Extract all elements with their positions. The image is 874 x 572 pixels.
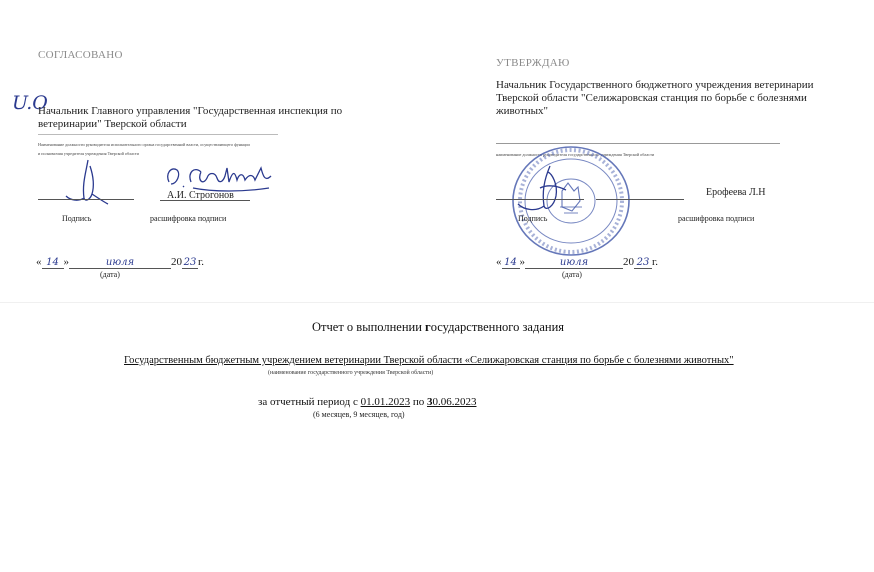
period-mid: по bbox=[410, 396, 427, 408]
left-date-year-suffix: 23 bbox=[183, 257, 197, 268]
left-position-title: Начальник Главного управления "Государственная инспекция по ветеринарии" Тверской области bbox=[38, 105, 343, 130]
report-title-post: осударственного задания bbox=[430, 320, 565, 334]
left-title-underline bbox=[38, 134, 278, 135]
right-decode-label: расшифровка подписи bbox=[678, 214, 755, 223]
left-date-label: (дата) bbox=[100, 270, 120, 279]
right-date-label: (дата) bbox=[562, 270, 582, 279]
left-heading: СОГЛАСОВАНО bbox=[38, 49, 123, 61]
left-date-month: июля bbox=[69, 257, 171, 269]
page-divider bbox=[0, 302, 874, 303]
report-title bbox=[312, 320, 564, 335]
left-signer-name: А.И. Строгонов bbox=[167, 190, 234, 201]
right-sign-label: Подпись bbox=[518, 214, 548, 223]
organization-name: Государственным бюджетным учреждением ветеринарии Тверской области «Селижаровская станция по борьбе с болезнями животных" bbox=[124, 355, 734, 366]
left-sign-line bbox=[38, 199, 134, 200]
left-small-caption-1: Наименование должности руководителя исполнительного органа государственной власти, осуществляющего функции bbox=[38, 142, 250, 147]
right-sign-line bbox=[496, 199, 584, 200]
period-to-bold: 3 bbox=[426, 396, 433, 408]
right-signature bbox=[514, 162, 574, 216]
period-from: 01.01.2023 bbox=[360, 396, 411, 408]
right-small-caption: наименование должности руководителя государственного учреждения Тверской области bbox=[496, 152, 655, 157]
right-date-year-end: г. bbox=[652, 256, 659, 268]
left-date-year-end: г. bbox=[198, 256, 205, 268]
report-title-pre: Отчет о выполнении bbox=[312, 320, 426, 334]
right-date-mid: » bbox=[519, 256, 525, 268]
period-caption: (6 месяцев, 9 месяцев, год) bbox=[313, 410, 405, 419]
right-position-title: Начальник Государственного бюджетного учреждения ветеринарии Тверской области "Селижаровская станция по борьбе с болезнями животных" bbox=[496, 79, 814, 117]
reporting-period bbox=[258, 396, 476, 408]
period-prefix: за отчетный период с bbox=[258, 396, 361, 408]
right-signer-name: Ерофеева Л.Н bbox=[706, 187, 766, 198]
right-date-open: « bbox=[496, 256, 502, 268]
period-to-rest: 0.06.2023 bbox=[432, 396, 477, 408]
right-date-year-suffix: 23 bbox=[634, 257, 652, 269]
left-small-caption-2: и полномочия учредителя учреждения Тверской области bbox=[38, 151, 139, 156]
right-heading: УТВЕРЖДАЮ bbox=[496, 57, 570, 69]
right-date bbox=[496, 256, 658, 269]
right-date-year-prefix: 20 bbox=[623, 256, 634, 268]
left-decode-label: расшифровка подписи bbox=[150, 214, 227, 223]
organization-caption: (наименование государственного учреждения Тверской области) bbox=[268, 370, 434, 376]
report-title-letter: г bbox=[425, 320, 431, 334]
left-name-line bbox=[160, 200, 250, 201]
left-initials-mark: U.O bbox=[12, 92, 48, 114]
left-sign-label: Подпись bbox=[62, 214, 92, 223]
right-date-month: июля bbox=[525, 257, 623, 269]
left-date-open: « bbox=[36, 256, 42, 268]
right-date-day: 14 bbox=[502, 257, 520, 269]
left-date-mid: » bbox=[63, 256, 69, 268]
left-date bbox=[36, 256, 204, 269]
left-date-year-prefix: 20 bbox=[171, 256, 182, 268]
right-name-line-left bbox=[596, 199, 684, 200]
left-date-day: 14 bbox=[42, 257, 64, 269]
